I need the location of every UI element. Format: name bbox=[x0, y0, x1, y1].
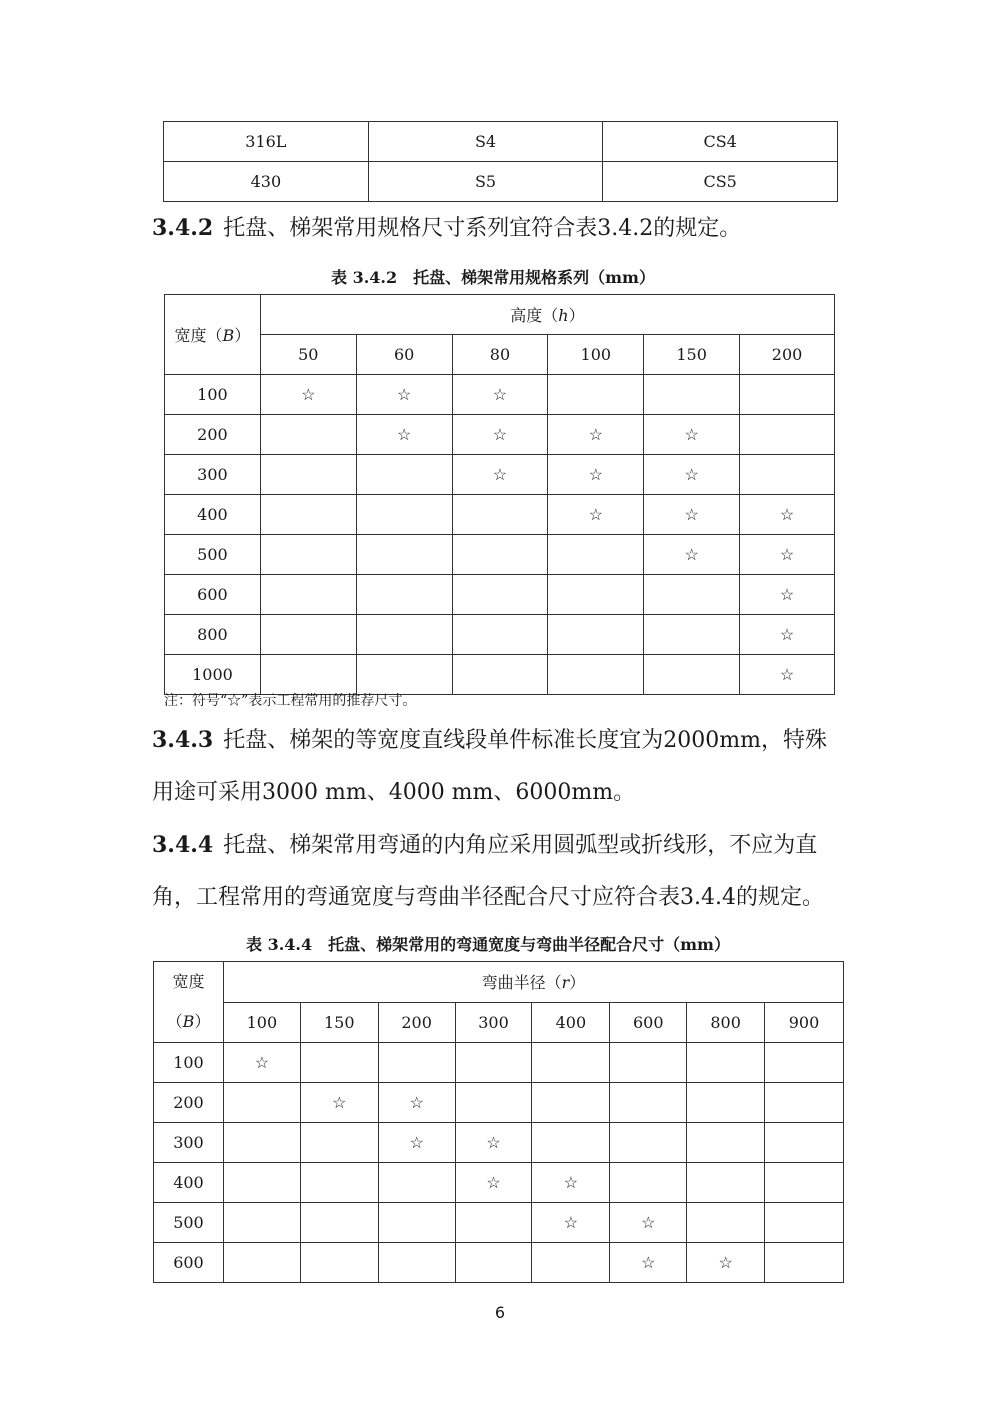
row-header-width: 宽度（B） bbox=[165, 295, 261, 375]
table-cell bbox=[455, 1083, 532, 1123]
table-3-4-4 bbox=[153, 961, 844, 1283]
column-header: 150 bbox=[644, 335, 740, 375]
star-mark: ☆ bbox=[610, 1203, 687, 1243]
table-cell bbox=[765, 1083, 844, 1123]
table-3-4-2 bbox=[164, 294, 835, 695]
table-cell bbox=[452, 615, 548, 655]
star-mark: ☆ bbox=[300, 1083, 378, 1123]
table-cell bbox=[356, 495, 452, 535]
row-header: 300 bbox=[154, 1123, 224, 1163]
table-row bbox=[165, 575, 835, 615]
table-cell bbox=[452, 535, 548, 575]
table-cell bbox=[610, 1083, 687, 1123]
star-mark: ☆ bbox=[378, 1123, 455, 1163]
clause-text: 托盘、梯架常用规格尺寸系列宜符合表3.4.2的规定。 bbox=[223, 216, 742, 241]
table-cell bbox=[223, 1123, 300, 1163]
star-mark: ☆ bbox=[644, 415, 740, 455]
table-cell: CS4 bbox=[603, 122, 838, 162]
star-mark: ☆ bbox=[548, 455, 644, 495]
table-row bbox=[165, 415, 835, 455]
table-cell bbox=[610, 1123, 687, 1163]
row-header: 500 bbox=[154, 1203, 224, 1243]
table-cell: 316L bbox=[164, 122, 369, 162]
column-header: 150 bbox=[300, 1002, 378, 1043]
table-cell bbox=[356, 575, 452, 615]
star-mark: ☆ bbox=[740, 495, 835, 535]
star-mark: ☆ bbox=[452, 415, 548, 455]
row-header: 400 bbox=[154, 1163, 224, 1203]
table-cell bbox=[378, 1243, 455, 1283]
star-mark: ☆ bbox=[532, 1163, 610, 1203]
table-cell bbox=[740, 455, 835, 495]
star-mark: ☆ bbox=[356, 415, 452, 455]
star-mark: ☆ bbox=[356, 375, 452, 415]
table-cell bbox=[687, 1203, 765, 1243]
table-cell: CS5 bbox=[603, 162, 838, 202]
table-cell bbox=[740, 415, 835, 455]
table-cell bbox=[548, 535, 644, 575]
clause-text: 托盘、梯架常用弯通的内角应采用圆弧型或折线形，不应为直 bbox=[223, 833, 818, 858]
star-mark: ☆ bbox=[548, 415, 644, 455]
table-cell bbox=[260, 495, 356, 535]
star-mark: ☆ bbox=[644, 535, 740, 575]
star-mark: ☆ bbox=[644, 455, 740, 495]
table-row bbox=[165, 375, 835, 415]
table-cell bbox=[260, 655, 356, 695]
table-row bbox=[165, 455, 835, 495]
clause-3-4-3-cont: 用途可采用3000 mm、4000 mm、6000mm。 bbox=[152, 780, 636, 805]
star-mark: ☆ bbox=[644, 495, 740, 535]
table-cell bbox=[455, 1203, 532, 1243]
page-number: 6 bbox=[494, 1303, 506, 1322]
table-3-4-4-caption: 表 3.4.4 托盘、梯架常用的弯通宽度与弯曲半径配合尺寸（mm） bbox=[246, 935, 730, 954]
table-cell bbox=[765, 1243, 844, 1283]
column-header: 100 bbox=[548, 335, 644, 375]
table-cell bbox=[356, 455, 452, 495]
material-code-table bbox=[163, 121, 838, 202]
table-cell bbox=[610, 1163, 687, 1203]
star-mark: ☆ bbox=[532, 1203, 610, 1243]
table-3-4-2-caption: 表 3.4.2 托盘、梯架常用规格系列（mm） bbox=[331, 268, 655, 287]
table-cell bbox=[260, 455, 356, 495]
row-header: 100 bbox=[165, 375, 261, 415]
column-header: 50 bbox=[260, 335, 356, 375]
table-cell bbox=[765, 1043, 844, 1083]
clause-3-4-2 bbox=[152, 214, 741, 243]
table-cell bbox=[548, 375, 644, 415]
table-cell bbox=[452, 655, 548, 695]
table-row bbox=[154, 1203, 844, 1243]
table-cell bbox=[532, 1243, 610, 1283]
table-cell bbox=[260, 615, 356, 655]
column-header: 200 bbox=[378, 1002, 455, 1043]
table-row bbox=[165, 615, 835, 655]
table-row bbox=[154, 1043, 844, 1083]
table-cell bbox=[548, 615, 644, 655]
row-header-width: 宽度 （B） bbox=[154, 962, 224, 1043]
col-group-bend-radius: 弯曲半径（r） bbox=[223, 962, 843, 1003]
table-cell bbox=[223, 1083, 300, 1123]
table-cell bbox=[765, 1123, 844, 1163]
star-mark: ☆ bbox=[740, 615, 835, 655]
table-cell bbox=[223, 1243, 300, 1283]
table-cell bbox=[356, 615, 452, 655]
clause-number: 3.4.4 bbox=[152, 832, 214, 858]
table-cell bbox=[300, 1043, 378, 1083]
row-header: 800 bbox=[165, 615, 261, 655]
star-mark: ☆ bbox=[548, 495, 644, 535]
col-group-height: 高度（h） bbox=[260, 295, 834, 335]
table-cell bbox=[260, 535, 356, 575]
column-header: 600 bbox=[610, 1002, 687, 1043]
table-cell bbox=[644, 575, 740, 615]
table-cell bbox=[644, 655, 740, 695]
table-cell bbox=[548, 655, 644, 695]
star-mark: ☆ bbox=[740, 575, 835, 615]
table-cell bbox=[300, 1123, 378, 1163]
star-mark: ☆ bbox=[223, 1043, 300, 1083]
column-header: 100 bbox=[223, 1002, 300, 1043]
table-cell bbox=[765, 1203, 844, 1243]
table-cell bbox=[687, 1163, 765, 1203]
column-header: 900 bbox=[765, 1002, 844, 1043]
table-cell bbox=[532, 1043, 610, 1083]
clause-3-4-3 bbox=[152, 726, 827, 755]
table-cell: S4 bbox=[368, 122, 603, 162]
row-header: 300 bbox=[165, 455, 261, 495]
table-cell bbox=[378, 1043, 455, 1083]
table-cell bbox=[740, 375, 835, 415]
table-cell bbox=[765, 1163, 844, 1203]
table-row bbox=[165, 655, 835, 695]
star-mark: ☆ bbox=[452, 375, 548, 415]
column-header: 300 bbox=[455, 1002, 532, 1043]
star-mark: ☆ bbox=[740, 535, 835, 575]
clause-3-4-4 bbox=[152, 831, 817, 860]
table-note: 注：符号“☆”表示工程常用的推荐尺寸。 bbox=[164, 693, 417, 709]
row-header: 600 bbox=[154, 1243, 224, 1283]
table-cell bbox=[260, 575, 356, 615]
table-cell bbox=[300, 1163, 378, 1203]
row-header: 500 bbox=[165, 535, 261, 575]
clause-number: 3.4.3 bbox=[152, 727, 214, 753]
table-cell bbox=[300, 1203, 378, 1243]
table-row bbox=[165, 495, 835, 535]
row-header: 100 bbox=[154, 1043, 224, 1083]
table-cell bbox=[223, 1163, 300, 1203]
column-header: 200 bbox=[740, 335, 835, 375]
table-row bbox=[154, 1123, 844, 1163]
table-cell bbox=[532, 1123, 610, 1163]
column-header: 80 bbox=[452, 335, 548, 375]
table-row bbox=[164, 162, 838, 202]
table-cell bbox=[610, 1043, 687, 1083]
table-cell bbox=[644, 615, 740, 655]
table-row bbox=[154, 1163, 844, 1203]
table-cell: 430 bbox=[164, 162, 369, 202]
column-header: 800 bbox=[687, 1002, 765, 1043]
row-header: 400 bbox=[165, 495, 261, 535]
table-row bbox=[165, 535, 835, 575]
table-cell bbox=[644, 375, 740, 415]
star-mark: ☆ bbox=[452, 455, 548, 495]
star-mark: ☆ bbox=[610, 1243, 687, 1283]
table-row bbox=[154, 1083, 844, 1123]
table-cell bbox=[455, 1243, 532, 1283]
table-cell bbox=[356, 535, 452, 575]
row-header: 1000 bbox=[165, 655, 261, 695]
table-cell bbox=[260, 415, 356, 455]
table-cell bbox=[378, 1163, 455, 1203]
table-cell bbox=[300, 1243, 378, 1283]
star-mark: ☆ bbox=[687, 1243, 765, 1283]
table-cell: S5 bbox=[368, 162, 603, 202]
star-mark: ☆ bbox=[740, 655, 835, 695]
column-header: 400 bbox=[532, 1002, 610, 1043]
table-row bbox=[164, 122, 838, 162]
table-cell bbox=[687, 1123, 765, 1163]
row-header: 200 bbox=[154, 1083, 224, 1123]
table-cell bbox=[455, 1043, 532, 1083]
table-cell bbox=[687, 1083, 765, 1123]
clause-3-4-4-cont: 角，工程常用的弯通宽度与弯曲半径配合尺寸应符合表3.4.4的规定。 bbox=[152, 885, 824, 910]
column-header: 60 bbox=[356, 335, 452, 375]
table-cell bbox=[452, 495, 548, 535]
row-header: 600 bbox=[165, 575, 261, 615]
star-mark: ☆ bbox=[455, 1163, 532, 1203]
table-cell bbox=[356, 655, 452, 695]
clause-number: 3.4.2 bbox=[152, 215, 214, 241]
star-mark: ☆ bbox=[260, 375, 356, 415]
table-cell bbox=[687, 1043, 765, 1083]
clause-text: 托盘、梯架的等宽度直线段单件标准长度宜为2000mm，特殊 bbox=[223, 728, 827, 753]
table-cell bbox=[532, 1083, 610, 1123]
table-cell bbox=[223, 1203, 300, 1243]
table-row bbox=[154, 1243, 844, 1283]
table-cell bbox=[548, 575, 644, 615]
star-mark: ☆ bbox=[378, 1083, 455, 1123]
table-cell bbox=[452, 575, 548, 615]
table-cell bbox=[378, 1203, 455, 1243]
row-header: 200 bbox=[165, 415, 261, 455]
star-mark: ☆ bbox=[455, 1123, 532, 1163]
